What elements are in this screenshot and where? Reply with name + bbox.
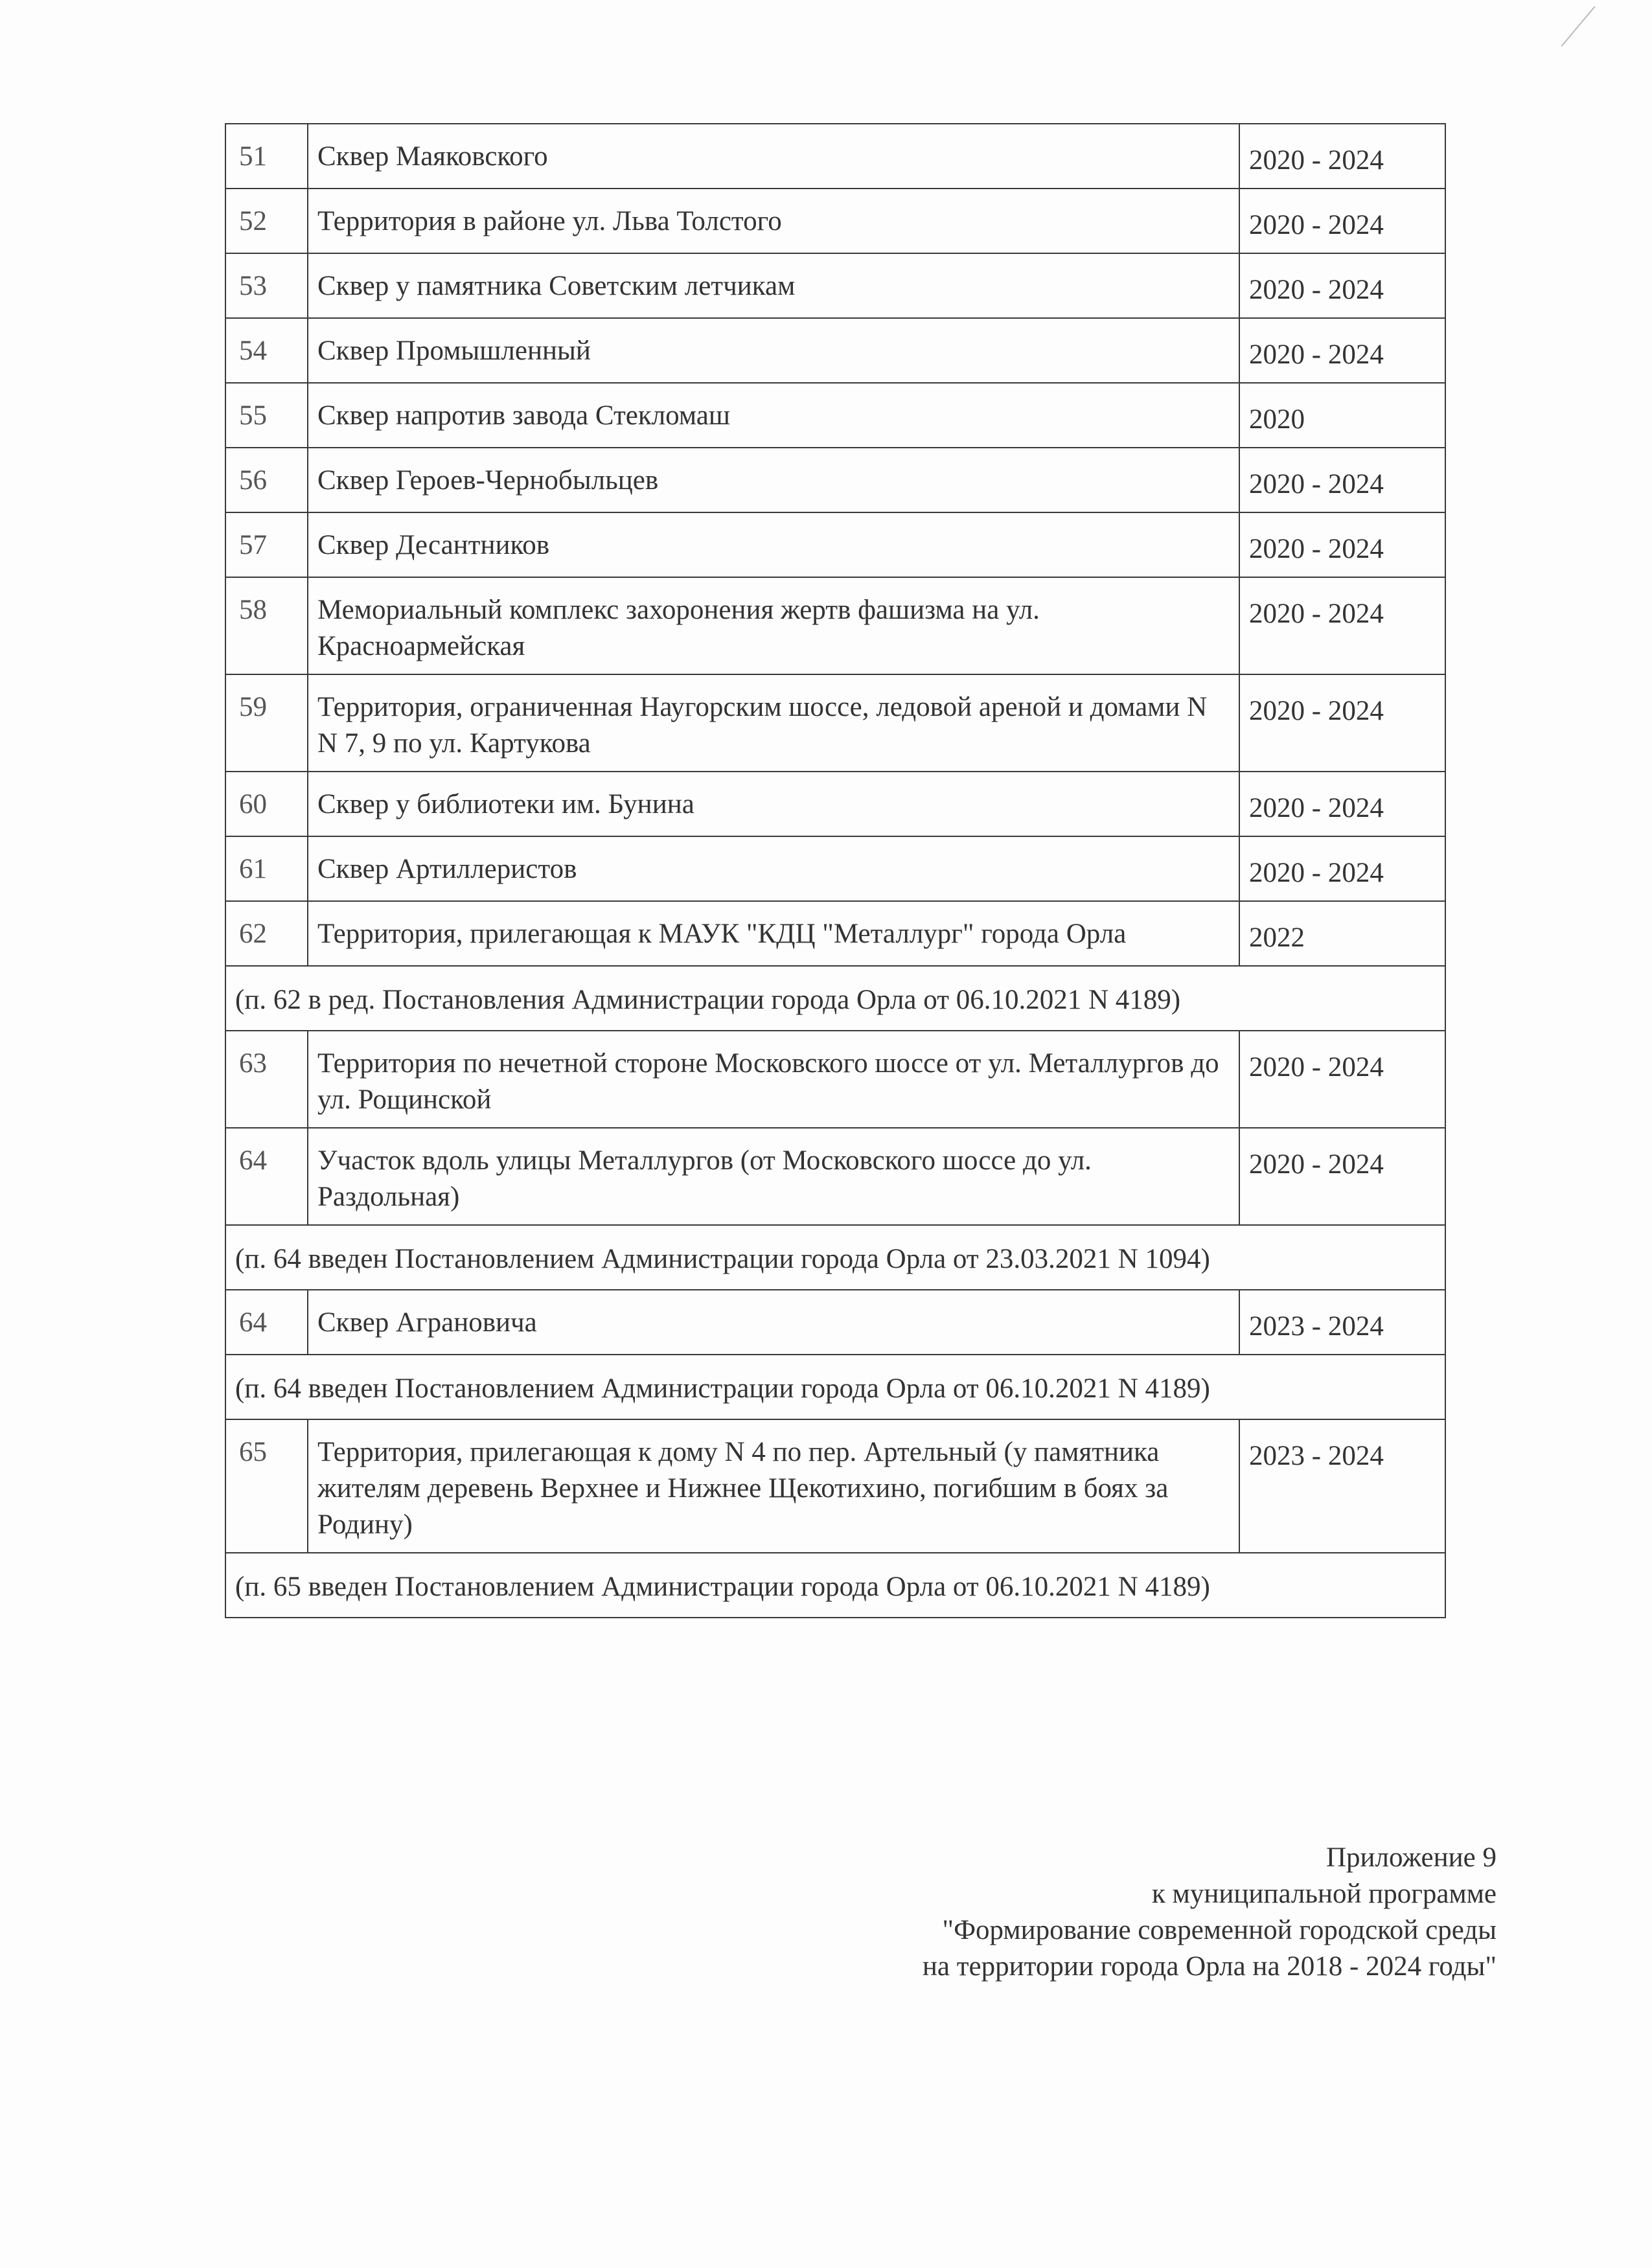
territory-name: Сквер у библиотеки им. Бунина	[308, 772, 1239, 836]
row-number: 60	[225, 772, 308, 836]
scan-corner-mark	[1561, 6, 1625, 71]
implementation-period: 2020 - 2024	[1239, 674, 1445, 772]
row-number: 58	[225, 577, 308, 674]
table-row	[225, 318, 1445, 383]
territory-name: Территория, прилегающая к дому N 4 по пер. Артельный (у памятника жителям деревень Верхнее и Нижнее Щекотихино, погибшим в боях за Родину)	[308, 1419, 1239, 1553]
table-row	[225, 512, 1445, 577]
implementation-period: 2020 - 2024	[1239, 836, 1445, 901]
row-number: 56	[225, 448, 308, 512]
territory-name: Территория по нечетной стороне Московского шоссе от ул. Металлургов до ул. Рощинской	[308, 1031, 1239, 1128]
territory-table-body	[225, 124, 1445, 1618]
table-row	[225, 901, 1445, 966]
table-row	[225, 1290, 1445, 1355]
table-row	[225, 124, 1445, 189]
row-number: 62	[225, 901, 308, 966]
row-number: 64	[225, 1128, 308, 1225]
territory-name: Сквер у памятника Советским летчикам	[308, 253, 1239, 318]
table-row	[225, 772, 1445, 836]
implementation-period: 2020 - 2024	[1239, 189, 1445, 253]
table-row	[225, 189, 1445, 253]
table-row	[225, 1128, 1445, 1225]
implementation-period: 2020 - 2024	[1239, 772, 1445, 836]
territory-name: Сквер Маяковского	[308, 124, 1239, 189]
implementation-period: 2020 - 2024	[1239, 448, 1445, 512]
amendment-note: (п. 65 введен Постановлением Администрации города Орла от 06.10.2021 N 4189)	[225, 1553, 1445, 1618]
implementation-period: 2023 - 2024	[1239, 1419, 1445, 1553]
territory-name: Территория, прилегающая к МАУК "КДЦ "Металлург" города Орла	[308, 901, 1239, 966]
row-number: 54	[225, 318, 308, 383]
appendix-line-4: на территории города Орла на 2018 - 2024 годы"	[922, 1951, 1497, 1982]
territory-name: Сквер Артиллеристов	[308, 836, 1239, 901]
appendix-line-2: к муниципальной программе	[1152, 1879, 1497, 1909]
territory-name: Мемориальный комплекс захоронения жертв фашизма на ул. Красноармейская	[308, 577, 1239, 674]
appendix-heading	[923, 1840, 1497, 1985]
table-row	[225, 383, 1445, 448]
row-number: 55	[225, 383, 308, 448]
table-row	[225, 836, 1445, 901]
row-number: 53	[225, 253, 308, 318]
implementation-period: 2020 - 2024	[1239, 124, 1445, 189]
amendment-note: (п. 64 введен Постановлением Администрации города Орла от 06.10.2021 N 4189)	[225, 1355, 1445, 1419]
appendix-line-3: "Формирование современной городской среды	[942, 1915, 1497, 1945]
implementation-period: 2020 - 2024	[1239, 1031, 1445, 1128]
territory-table	[225, 123, 1446, 1618]
row-number: 52	[225, 189, 308, 253]
territory-name: Сквер Героев-Чернобыльцев	[308, 448, 1239, 512]
territory-name: Сквер Аграновича	[308, 1290, 1239, 1355]
row-number: 61	[225, 836, 308, 901]
amendment-note: (п. 62 в ред. Постановления Администрации города Орла от 06.10.2021 N 4189)	[225, 966, 1445, 1031]
appendix-line-1: Приложение 9	[1325, 1842, 1497, 1873]
implementation-period: 2020 - 2024	[1239, 318, 1445, 383]
territory-name: Территория, ограниченная Наугорским шоссе, ледовой ареной и домами N N 7, 9 по ул. Картукова	[308, 674, 1239, 772]
implementation-period: 2020	[1239, 383, 1445, 448]
amendment-note: (п. 64 введен Постановлением Администрации города Орла от 23.03.2021 N 1094)	[225, 1225, 1445, 1290]
territory-name: Территория в районе ул. Льва Толстого	[308, 189, 1239, 253]
row-number: 63	[225, 1031, 308, 1128]
territory-name: Сквер напротив завода Стекломаш	[308, 383, 1239, 448]
amendment-note-row	[225, 1355, 1445, 1419]
implementation-period: 2023 - 2024	[1239, 1290, 1445, 1355]
implementation-period: 2020 - 2024	[1239, 577, 1445, 674]
row-number: 64	[225, 1290, 308, 1355]
amendment-note-row	[225, 966, 1445, 1031]
table-row	[225, 674, 1445, 772]
amendment-note-row	[225, 1225, 1445, 1290]
table-row	[225, 1419, 1445, 1553]
territory-name: Участок вдоль улицы Металлургов (от Московского шоссе до ул. Раздольная)	[308, 1128, 1239, 1225]
implementation-period: 2022	[1239, 901, 1445, 966]
implementation-period: 2020 - 2024	[1239, 1128, 1445, 1225]
row-number: 57	[225, 512, 308, 577]
table-row	[225, 577, 1445, 674]
implementation-period: 2020 - 2024	[1239, 253, 1445, 318]
row-number: 59	[225, 674, 308, 772]
territory-name: Сквер Десантников	[308, 512, 1239, 577]
table-row	[225, 1031, 1445, 1128]
amendment-note-row	[225, 1553, 1445, 1618]
territory-name: Сквер Промышленный	[308, 318, 1239, 383]
table-row	[225, 253, 1445, 318]
implementation-period: 2020 - 2024	[1239, 512, 1445, 577]
row-number: 51	[225, 124, 308, 189]
row-number: 65	[225, 1419, 308, 1553]
table-row	[225, 448, 1445, 512]
